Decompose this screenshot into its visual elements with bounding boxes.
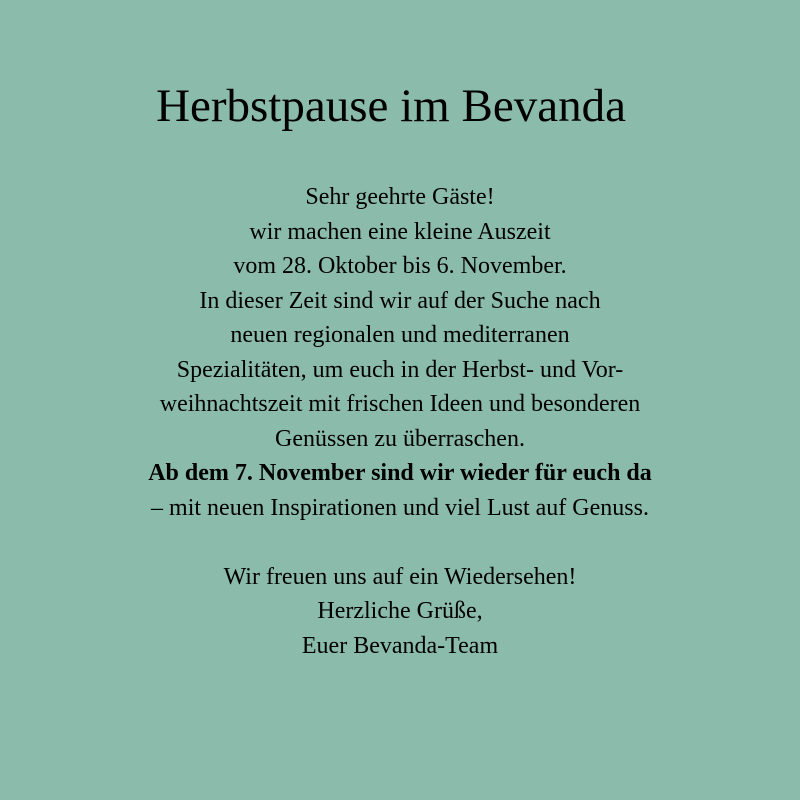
message-line: neuen regionalen und mediterranen (230, 322, 570, 348)
message-line: wir machen eine kleine Auszeit (249, 218, 551, 245)
reopening-line: Ab dem 7. November sind wir wieder für euch da (148, 460, 652, 486)
notice-title: Herbstpause im Bevanda (156, 80, 626, 132)
closing-greeting: Herzliche Grüße, (317, 598, 483, 624)
closure-dates-line: vom 28. Oktober bis 6. November. (233, 253, 567, 279)
message-line: In dieser Zeit sind wir auf der Suche nach (199, 287, 601, 314)
message-line: weihnachtszeit mit frischen Ideen und besonderen (159, 391, 641, 417)
signature: Euer Bevanda-Team (301, 632, 499, 659)
paragraph-spacer (0, 525, 800, 560)
message-line: Spezialitäten, um euch in der Herbst- und Vor- (176, 356, 624, 383)
message-line: Genüssen zu überraschen. (275, 425, 525, 452)
closing-line: Wir freuen uns auf ein Wiedersehen! (223, 563, 577, 590)
message-line: – mit neuen Inspirationen und viel Lust auf Genuss. (151, 494, 649, 521)
notice-message (0, 180, 800, 663)
greeting-line: Sehr geehrte Gäste! (305, 184, 495, 210)
